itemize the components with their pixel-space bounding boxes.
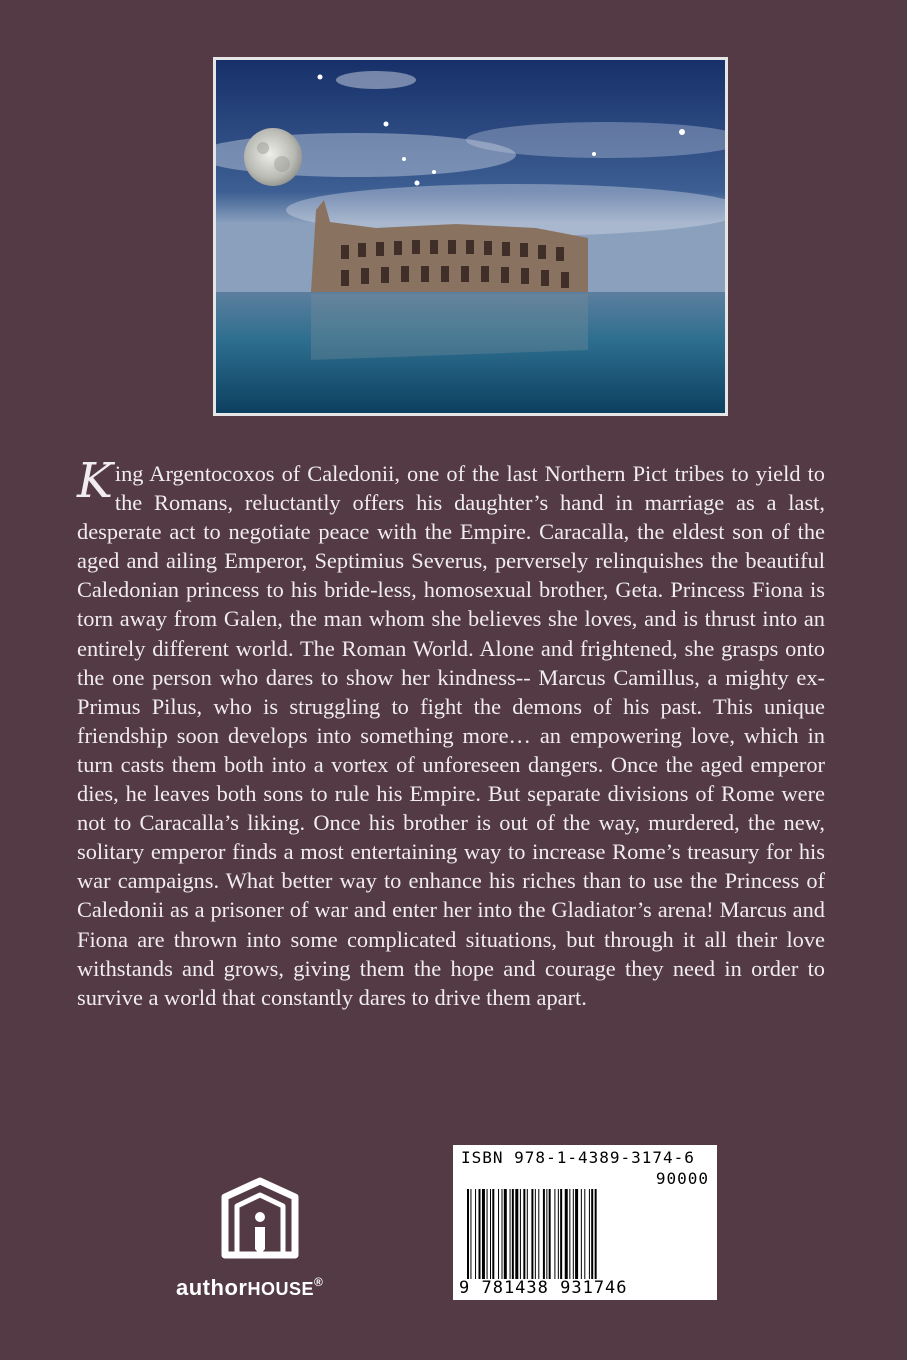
barcode-bar: [549, 1189, 551, 1279]
barcode-bar: [490, 1189, 491, 1279]
barcode-bar: [512, 1189, 514, 1279]
isbn-barcode: [453, 1145, 717, 1300]
barcode-bar: [470, 1189, 471, 1279]
barcode-bar: [482, 1189, 485, 1279]
colosseum-moon-illustration: [216, 60, 725, 413]
barcode-bar: [504, 1189, 507, 1279]
barcode-bar: [531, 1189, 533, 1279]
publisher-wordmark: [176, 1275, 386, 1301]
barcode-bar: [498, 1189, 499, 1279]
barcode-bar: [515, 1189, 518, 1279]
barcode-bar: [523, 1189, 525, 1279]
barcode-bar: [591, 1189, 593, 1279]
isbn-label: ISBN 978-1-4389-3174-6: [461, 1148, 695, 1167]
barcode-bar: [535, 1189, 536, 1279]
barcode-bar: [475, 1189, 476, 1279]
barcode-bar: [538, 1189, 539, 1279]
blurb-text: ing Argentocoxos of Caledonii, one of the last Northern Pict tribes to yield to the Romans, reluctantly offers his daughter’s hand in marriage as a last, desperate act to negotiate peace with the Empire. Caracalla, the eldest son of the aged and ailing Emperor, Septimius Severus, perversely relinquishes the beautiful Caledonian princess to his bride-less, homosexual brother, Geta. Princess Fiona is torn away from Galen, the man whom she believes she loves, and is thrust into an entirely different world. The Roman World. Alone and frightened, she grasps onto the one person who dares to show her kindness-- Marcus Camillus, a mighty ex-Primus Pilus, who is struggling to fight the demons of his past. This unique friendship soon develops into something more… an empowering love, which in turn casts them both into a vortex of unforeseen dangers. Once the aged emperor dies, he leaves both sons to rule his Empire. But separate divisions of Rome were not to Caracalla’s liking. Once his brother is out of the way, murdered, the new, solitary emperor finds a most entertaining way to increase Rome’s treasury for his war campaigns. What better way to enhance his riches than to use the Princess of Caledonii as a prisoner of war and enter her into the Gladiator’s arena! Marcus and Fiona are thrown into some complicated situations, but through it all their love withstands and grows, giving them the hope and courage they need in order to survive a world that constantly dares to drive them apart.: [77, 461, 825, 1010]
barcode-bar: [575, 1189, 578, 1279]
registered-mark: ®: [313, 1275, 324, 1289]
barcode-bar: [502, 1189, 503, 1279]
barcode-bar: [554, 1189, 555, 1279]
barcode-bar: [510, 1189, 511, 1279]
barcode-bar: [584, 1189, 585, 1279]
wordmark-author: author: [176, 1275, 248, 1300]
barcode-digits: 9 781438 931746: [459, 1278, 628, 1298]
barcode-bar: [573, 1189, 574, 1279]
drop-cap: K: [77, 453, 113, 509]
barcode-bar: [558, 1189, 559, 1279]
barcode-bar: [565, 1189, 568, 1279]
barcode-bar: [543, 1189, 545, 1279]
publisher-logo: [176, 1175, 386, 1310]
barcode-bar: [589, 1189, 590, 1279]
cover-illustration: [213, 57, 728, 416]
barcode-bar: [527, 1189, 528, 1279]
barcode-bar: [487, 1189, 488, 1279]
barcode-bar: [479, 1189, 481, 1279]
barcode-bars: [467, 1189, 707, 1279]
barcode-bar: [581, 1189, 582, 1279]
wordmark-house: HOUSE: [247, 1279, 314, 1299]
barcode-bar: [595, 1189, 597, 1279]
barcode-bar: [546, 1189, 547, 1279]
barcode-bar: [569, 1189, 570, 1279]
authorhouse-logo-icon: [217, 1175, 303, 1261]
barcode-bar: [520, 1189, 521, 1279]
moon-icon: [244, 128, 302, 186]
barcode-bar: [560, 1189, 562, 1279]
price-code: 90000: [655, 1169, 709, 1188]
barcode-bar: [492, 1189, 494, 1279]
barcode-bar: [467, 1189, 469, 1279]
back-cover-blurb: [77, 453, 825, 1012]
